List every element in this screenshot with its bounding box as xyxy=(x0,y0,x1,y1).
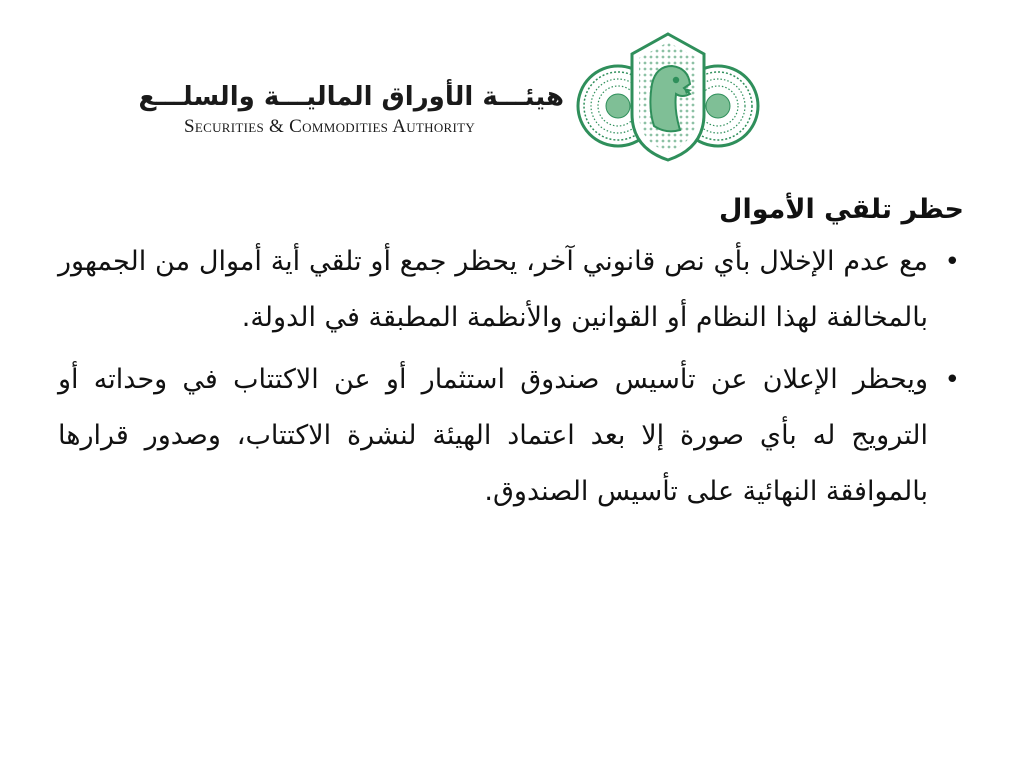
bullet-text: مع عدم الإخلال بأي نص قانوني آخر، يحظر جمع أو تلقي أية أموال من الجمهور بالمخالفة لهذا النظام أو القوانين والأنظمة المطبقة في الدولة. xyxy=(58,246,928,333)
logo-text xyxy=(138,82,564,138)
bullet-text: ويحظر الإعلان عن تأسيس صندوق استثمار أو عن الاكتتاب في وحداته أو الترويج له بأي صورة إلا بعد اعتماد الهيئة لنشرة الاكتتاب، وصدور قرارها بالموافقة النهائية على تأسيس الصندوق. xyxy=(58,364,928,507)
logo-arabic-name: هيئـــة الأوراق الماليـــة والسلـــع xyxy=(138,82,564,112)
bullet-item xyxy=(58,234,964,346)
bullet-item xyxy=(58,352,964,520)
header xyxy=(138,30,780,170)
bullet-marker: • xyxy=(944,365,960,395)
bullet-marker: • xyxy=(944,247,960,277)
bullet-list xyxy=(58,234,964,520)
falcon-emblem-icon xyxy=(576,30,760,164)
logo-english-name: Securities & Commodities Authority xyxy=(184,116,476,137)
slide-title: حظر تلقي الأموال xyxy=(719,194,964,225)
slide-content xyxy=(58,188,964,526)
